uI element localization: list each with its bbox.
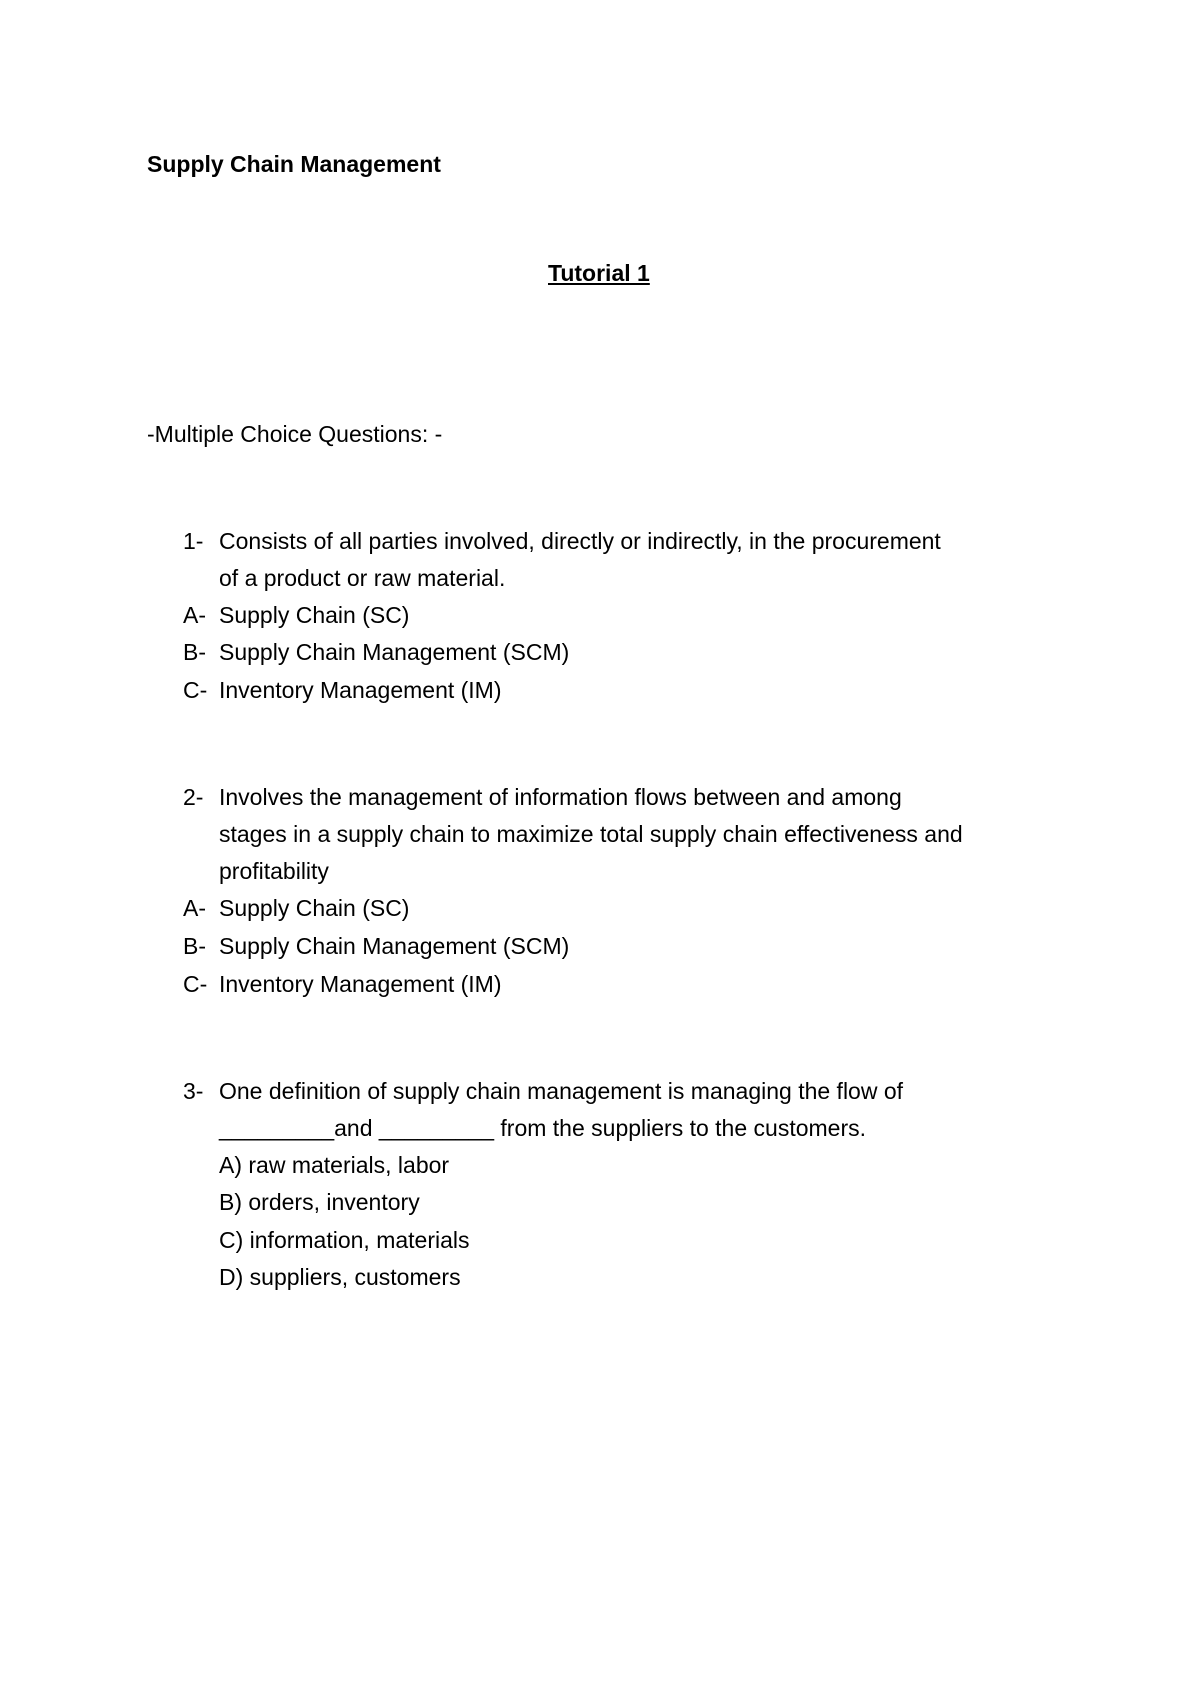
question-3-option-c: C) information, materials bbox=[219, 1227, 470, 1253]
question-1-line-1: Consists of all parties involved, directly or indirectly, in the procurement bbox=[219, 528, 941, 554]
question-1-option-b-marker: B- bbox=[183, 639, 206, 665]
question-1-option-a: Supply Chain (SC) bbox=[219, 602, 410, 628]
question-1-option-c-marker: C- bbox=[183, 677, 208, 703]
question-2-number: 2- bbox=[183, 784, 204, 810]
question-1-line-2: of a product or raw material. bbox=[219, 565, 506, 591]
question-3-line-2: _________and _________ from the suppliers to the customers. bbox=[219, 1115, 866, 1141]
section-heading: -Multiple Choice Questions: - bbox=[147, 421, 443, 447]
tutorial-title: Tutorial 1 bbox=[548, 260, 650, 286]
question-1-option-b: Supply Chain Management (SCM) bbox=[219, 639, 570, 665]
question-2-option-b: Supply Chain Management (SCM) bbox=[219, 933, 570, 959]
question-2-option-b-marker: B- bbox=[183, 933, 206, 959]
question-2-option-a-marker: A- bbox=[183, 895, 206, 921]
question-1-number: 1- bbox=[183, 528, 204, 554]
question-2-option-a: Supply Chain (SC) bbox=[219, 895, 410, 921]
question-2-line-2: stages in a supply chain to maximize total supply chain effectiveness and bbox=[219, 821, 963, 847]
question-2-line-1: Involves the management of information flows between and among bbox=[219, 784, 902, 810]
question-3-option-b: B) orders, inventory bbox=[219, 1189, 420, 1215]
question-2-line-3: profitability bbox=[219, 858, 329, 884]
question-2-option-c: Inventory Management (IM) bbox=[219, 971, 502, 997]
question-3-line-1: One definition of supply chain management is managing the flow of bbox=[219, 1078, 904, 1104]
question-3-option-d: D) suppliers, customers bbox=[219, 1264, 461, 1290]
question-1-option-a-marker: A- bbox=[183, 602, 206, 628]
question-1-option-c: Inventory Management (IM) bbox=[219, 677, 502, 703]
course-title: Supply Chain Management bbox=[147, 151, 441, 177]
question-3-option-a: A) raw materials, labor bbox=[219, 1152, 450, 1178]
question-3-number: 3- bbox=[183, 1078, 204, 1104]
question-2-option-c-marker: C- bbox=[183, 971, 208, 997]
